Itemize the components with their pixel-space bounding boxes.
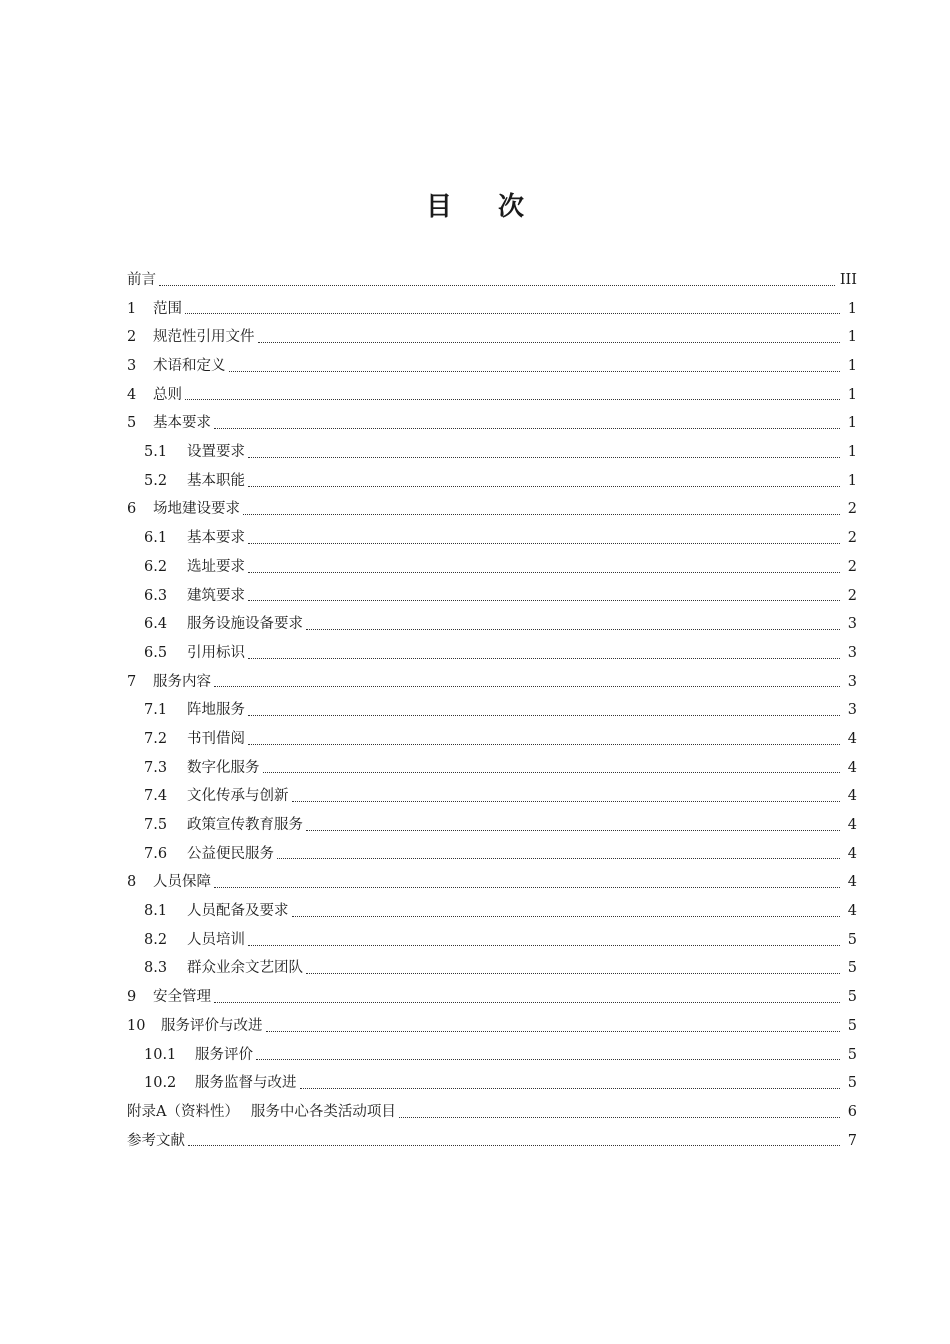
toc-entry[interactable]: [127, 323, 857, 352]
toc-entry-number: 10.1: [144, 1046, 177, 1063]
toc-entry-number: 6.2: [144, 558, 168, 575]
toc-entry-label: 规范性引用文件: [153, 329, 255, 346]
toc-entry-label: 服务内容: [153, 673, 211, 690]
dot-leader: [306, 629, 840, 630]
toc-entry-page-number: 1: [847, 444, 857, 461]
toc-entry-page-number: 4: [847, 845, 857, 862]
toc-entry-label: 服务设施设备要求: [187, 616, 303, 633]
toc-entry-page-number: 4: [847, 788, 857, 805]
toc-entry-label: 人员配备及要求: [187, 903, 289, 920]
toc-entry-number: 7.1: [144, 702, 168, 719]
toc-entry-page-number: 5: [847, 989, 857, 1006]
toc-entry-label: 服务评价与改进: [161, 1017, 263, 1034]
toc-entry-number: 8.1: [144, 903, 168, 920]
toc-entry-number: 3: [127, 358, 137, 375]
toc-entry-number: 5.1: [144, 444, 168, 461]
toc-entry[interactable]: [127, 639, 857, 668]
toc-entry-number: 6: [127, 501, 137, 518]
toc-entry-number: 1: [127, 300, 137, 317]
toc-entry-page-number: 2: [847, 587, 857, 604]
dot-leader: [243, 514, 840, 515]
dot-leader: [188, 1145, 840, 1146]
toc-entry[interactable]: [127, 438, 857, 467]
toc-entry-label: 人员培训: [187, 931, 245, 948]
toc-entry-label: 选址要求: [187, 558, 245, 575]
toc-entry[interactable]: [127, 1098, 857, 1127]
toc-entry[interactable]: [127, 409, 857, 438]
toc-entry-label: 群众业余文艺团队: [187, 960, 303, 977]
toc-entry-number: 7: [127, 673, 137, 690]
toc-entry-page-number: 4: [847, 730, 857, 747]
toc-entry-label: 安全管理: [153, 989, 211, 1006]
dot-leader: [277, 858, 840, 859]
toc-entry-label: 基本要求: [187, 530, 245, 547]
toc-entry-page-number: 5: [847, 960, 857, 977]
toc-entry[interactable]: [127, 381, 857, 410]
toc-entry-number: 8: [127, 874, 137, 891]
toc-entry-number: 6.3: [144, 587, 168, 604]
toc-entry-page-number: 2: [847, 501, 857, 518]
toc-entry[interactable]: [127, 582, 857, 611]
toc-entry-page-number: 1: [847, 329, 857, 346]
toc-entry[interactable]: [127, 840, 857, 869]
dot-leader: [300, 1088, 841, 1089]
toc-entry-page-number: 5: [847, 931, 857, 948]
toc-entry-page-number: 3: [847, 616, 857, 633]
toc-entry-label: 引用标识: [187, 644, 245, 661]
toc-entry-number: 6.4: [144, 616, 168, 633]
toc-entry-number: 7.5: [144, 817, 168, 834]
toc-entry-label: 书刊借阅: [187, 730, 245, 747]
page-title: [0, 186, 950, 223]
toc-entry[interactable]: [127, 955, 857, 984]
toc-entry-label: 场地建设要求: [153, 501, 240, 518]
toc-entry-page-number: 1: [847, 358, 857, 375]
dot-leader: [185, 399, 840, 400]
toc-entry[interactable]: [127, 782, 857, 811]
toc-entry-label: 阵地服务: [187, 702, 245, 719]
toc-entry[interactable]: [127, 467, 857, 496]
dot-leader: [263, 772, 841, 773]
toc-entry-label: 文化传承与创新: [187, 788, 289, 805]
dot-leader: [292, 801, 841, 802]
toc-entry-label: 前言: [127, 271, 156, 288]
dot-leader: [248, 658, 840, 659]
page-title-part2: 次: [498, 192, 525, 222]
toc-entry-number: 9: [127, 989, 137, 1006]
toc-entry-page-number: 1: [847, 386, 857, 403]
dot-leader: [306, 973, 840, 974]
dot-leader: [399, 1117, 840, 1118]
dot-leader: [248, 945, 840, 946]
dot-leader: [214, 428, 840, 429]
toc-entry-page-number: 2: [847, 558, 857, 575]
toc-entry-label: 范围: [153, 300, 182, 317]
toc-entry-number: 10: [127, 1017, 146, 1034]
toc-entry[interactable]: [127, 983, 857, 1012]
toc-entry-label: 人员保障: [153, 874, 211, 891]
toc-entry-label: 设置要求: [187, 444, 245, 461]
dot-leader: [214, 887, 840, 888]
dot-leader: [214, 1002, 840, 1003]
toc-entry[interactable]: [127, 725, 857, 754]
toc-entry-page-number: 6: [847, 1103, 857, 1120]
dot-leader: [159, 285, 835, 286]
toc-entry-label: 总则: [153, 386, 182, 403]
toc-entry[interactable]: [127, 811, 857, 840]
toc-entry-number: 5: [127, 415, 137, 432]
dot-leader: [266, 1031, 841, 1032]
toc-entry[interactable]: [127, 1012, 857, 1041]
toc-entry-number: 4: [127, 386, 137, 403]
toc-entry[interactable]: [127, 1127, 857, 1156]
toc-entry-label: 参考文献: [127, 1132, 185, 1149]
dot-leader: [248, 457, 840, 458]
toc-entry[interactable]: [127, 295, 857, 324]
toc-entry-label: 附录A（资料性） 服务中心各类活动项目: [127, 1103, 396, 1120]
toc-entry[interactable]: [127, 524, 857, 553]
toc-entry[interactable]: [127, 496, 857, 525]
dot-leader: [256, 1059, 840, 1060]
toc-entry[interactable]: [127, 926, 857, 955]
dot-leader: [248, 572, 840, 573]
toc-entry-number: 8.3: [144, 960, 168, 977]
toc-entry[interactable]: [127, 696, 857, 725]
toc-entry-page-number: 7: [847, 1132, 857, 1149]
toc-entry-label: 基本职能: [187, 472, 245, 489]
toc-entry-number: 6.1: [144, 530, 168, 547]
toc-entry-page-number: 3: [847, 644, 857, 661]
toc-entry-label: 政策宣传教育服务: [187, 817, 303, 834]
toc-entry-page-number: 1: [847, 300, 857, 317]
toc-entry-page-number: III: [839, 271, 857, 288]
dot-leader: [292, 916, 841, 917]
toc-entry-number: 7.2: [144, 730, 168, 747]
toc-entry-number: 7.4: [144, 788, 168, 805]
toc-entry-number: 7.6: [144, 845, 168, 862]
toc-entry-page-number: 5: [847, 1017, 857, 1034]
toc-entry-page-number: 4: [847, 817, 857, 834]
toc-entry-label: 服务监督与改进: [195, 1075, 297, 1092]
dot-leader: [248, 715, 840, 716]
toc-entry-page-number: 1: [847, 472, 857, 489]
dot-leader: [214, 686, 840, 687]
toc-entry-page-number: 5: [847, 1075, 857, 1092]
table-of-contents: [127, 266, 857, 1155]
toc-entry[interactable]: [127, 754, 857, 783]
toc-entry[interactable]: [127, 897, 857, 926]
toc-entry-page-number: 3: [847, 673, 857, 690]
toc-entry-number: 6.5: [144, 644, 168, 661]
toc-entry-number: 2: [127, 329, 137, 346]
toc-entry-label: 建筑要求: [187, 587, 245, 604]
toc-entry-page-number: 3: [847, 702, 857, 719]
toc-entry-page-number: 1: [847, 415, 857, 432]
toc-entry-label: 数字化服务: [187, 759, 260, 776]
dot-leader: [248, 543, 840, 544]
toc-entry-page-number: 4: [847, 874, 857, 891]
toc-entry-number: 7.3: [144, 759, 168, 776]
dot-leader: [248, 600, 840, 601]
toc-entry[interactable]: [127, 668, 857, 697]
toc-entry-label: 基本要求: [153, 415, 211, 432]
dot-leader: [229, 371, 841, 372]
dot-leader: [248, 486, 840, 487]
page-title-part1: 目: [425, 192, 452, 222]
dot-leader: [258, 342, 841, 343]
toc-entry-number: 10.2: [144, 1075, 177, 1092]
toc-entry[interactable]: [127, 868, 857, 897]
toc-entry-page-number: 2: [847, 530, 857, 547]
toc-entry[interactable]: [127, 1069, 857, 1098]
toc-entry-number: 8.2: [144, 931, 168, 948]
toc-entry-label: 术语和定义: [153, 358, 226, 375]
toc-entry[interactable]: [127, 1041, 857, 1070]
toc-entry-number: 5.2: [144, 472, 168, 489]
dot-leader: [185, 313, 840, 314]
toc-entry-page-number: 4: [847, 903, 857, 920]
toc-entry-label: 服务评价: [195, 1046, 253, 1063]
toc-entry[interactable]: [127, 352, 857, 381]
toc-entry-page-number: 5: [847, 1046, 857, 1063]
toc-entry-label: 公益便民服务: [187, 845, 274, 862]
dot-leader: [248, 744, 840, 745]
dot-leader: [306, 830, 840, 831]
toc-entry[interactable]: [127, 553, 857, 582]
toc-entry-page-number: 4: [847, 759, 857, 776]
toc-entry[interactable]: [127, 266, 857, 295]
toc-entry[interactable]: [127, 610, 857, 639]
